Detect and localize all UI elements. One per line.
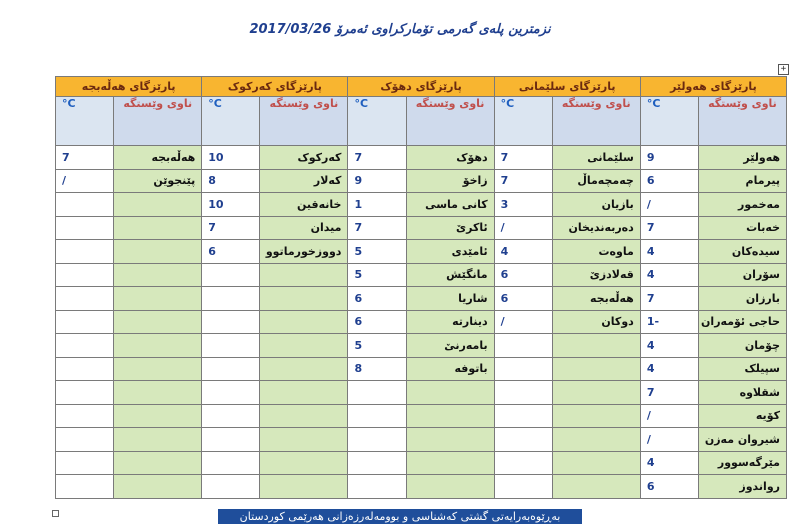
station-name-cell: ماوەت [552,240,640,264]
station-name-header: ناوی وێستگە [114,97,202,146]
station-name-cell [114,451,202,475]
station-name-cell: خانەقین [260,193,348,217]
page-corner-marker [52,510,59,517]
station-name-cell [114,310,202,334]
province-header: پارێزگای کەرکوک [202,77,348,97]
temperature-cell: 6 [348,287,406,311]
table-body [56,146,787,499]
station-name-cell: سپیلک [698,357,786,381]
station-name-cell: هەڵەبجە [552,287,640,311]
table-row [56,451,787,475]
temperature-cell: / [640,428,698,452]
temperature-cell: 6 [640,169,698,193]
station-name-cell [114,475,202,499]
temperature-cell: 8 [348,357,406,381]
station-name-cell [406,428,494,452]
temperature-header: C° [202,97,260,146]
station-name-cell [406,381,494,405]
station-name-cell: ئامێدی [406,240,494,264]
station-name-cell: حاجی ئۆمەران [698,310,786,334]
document-title: نزمترین پلەی گەرمی تۆمارکراوی ئەمرۆ 2017/03/26 [249,22,551,37]
station-name-cell: دووزخورماتوو [260,240,348,264]
temperature-cell [56,310,114,334]
temperature-cell [348,428,406,452]
table-row [56,169,787,193]
province-header: پارێزگای هەولێر [640,77,786,97]
temperature-cell [56,334,114,358]
temperature-cell: 4 [640,334,698,358]
station-name-cell [260,263,348,287]
station-name-cell [260,475,348,499]
station-name-cell [260,334,348,358]
station-name-cell: دهۆک [406,146,494,170]
table-row [56,334,787,358]
station-name-cell: هەڵەبجە [114,146,202,170]
temperature-cell [56,357,114,381]
station-name-cell: میدان [260,216,348,240]
temperature-cell: 5 [348,263,406,287]
temperature-header: C° [494,97,552,146]
footer-credit: بەڕێوەبەرایەتی گشتی کەشناسی و بوومەلەرزەزانی هەرێمی کوردستان [218,509,582,524]
station-name-cell [552,428,640,452]
station-name-cell [260,357,348,381]
station-name-header: ناوی وێستگە [260,97,348,146]
temperature-cell: 7 [494,146,552,170]
station-name-cell [114,263,202,287]
station-name-cell [260,310,348,334]
table-row [56,428,787,452]
temperature-cell [56,451,114,475]
temperature-cell: 4 [640,357,698,381]
station-name-cell [114,287,202,311]
station-name-cell: هەولێر [698,146,786,170]
table-row [56,193,787,217]
station-name-cell: بارزان [698,287,786,311]
temperature-cell [202,263,260,287]
temperature-cell [348,451,406,475]
temperature-cell [56,193,114,217]
temperature-cell [56,240,114,264]
temperature-cell [494,475,552,499]
temperature-cell: 7 [348,146,406,170]
station-name-cell: شاریا [406,287,494,311]
temperature-cell [202,334,260,358]
station-name-header: ناوی وێستگە [698,97,786,146]
station-name-cell: دوکان [552,310,640,334]
temperature-cell: 7 [640,216,698,240]
temperature-header: C° [56,97,114,146]
station-name-cell: رواندوز [698,475,786,499]
temperature-cell [348,475,406,499]
station-name-cell: مانگێش [406,263,494,287]
table-row [56,287,787,311]
station-name-cell: قەلادزێ [552,263,640,287]
temperature-cell [56,428,114,452]
province-header: پارێزگای هەڵەبجە [56,77,202,97]
table-row [56,146,787,170]
temperature-cell: 1 [348,193,406,217]
temperature-cell: 10 [202,193,260,217]
station-name-cell: چۆمان [698,334,786,358]
station-name-cell [260,287,348,311]
table-row [56,310,787,334]
temperature-cell: 4 [640,263,698,287]
temperature-cell [202,404,260,428]
temperature-cell: / [640,193,698,217]
province-header: پارێزگای سلێمانی [494,77,640,97]
temperature-cell [202,475,260,499]
table-row [56,475,787,499]
column-header-row [56,97,787,146]
station-name-cell [406,451,494,475]
station-name-cell [406,475,494,499]
station-name-cell [552,381,640,405]
temperature-cell: 4 [494,240,552,264]
station-name-header: ناوی وێستگە [406,97,494,146]
temperature-cell: / [494,310,552,334]
temperature-cell [56,216,114,240]
temperature-cell: 9 [348,169,406,193]
temperature-cell [494,357,552,381]
station-name-cell: پێنجوێن [114,169,202,193]
temperature-cell [494,334,552,358]
temperature-cell: 6 [640,475,698,499]
temperature-cell: 8 [202,169,260,193]
station-name-cell [114,240,202,264]
station-name-cell [260,451,348,475]
temperature-cell [56,287,114,311]
station-name-cell [260,381,348,405]
station-name-cell [552,475,640,499]
station-name-cell [114,357,202,381]
temperature-cell: 4 [640,240,698,264]
station-name-cell: کەرکوک [260,146,348,170]
station-name-cell: سۆران [698,263,786,287]
temperature-cell: 5 [348,240,406,264]
temperature-table [55,76,787,499]
station-name-cell [114,428,202,452]
temperature-cell: 9 [640,146,698,170]
station-name-cell [552,451,640,475]
temperature-cell: 7 [640,287,698,311]
station-name-cell: بازیان [552,193,640,217]
temperature-cell: 6 [494,263,552,287]
table-row [56,381,787,405]
station-name-cell: چەمچەماڵ [552,169,640,193]
station-name-cell [260,428,348,452]
station-name-cell: شقلاوە [698,381,786,405]
province-header: پارێزگای دهۆک [348,77,494,97]
station-name-cell [114,216,202,240]
station-name-cell: پیرمام [698,169,786,193]
table-row [56,357,787,381]
temperature-cell: 7 [494,169,552,193]
station-name-cell: مەخمور [698,193,786,217]
table-row [56,263,787,287]
temperature-cell [202,451,260,475]
temperature-cell [348,381,406,405]
temperature-cell: 7 [56,146,114,170]
station-name-cell [114,381,202,405]
temperature-header: C° [348,97,406,146]
station-name-cell [552,404,640,428]
temperature-cell: 4 [640,451,698,475]
station-name-cell: سیدەکان [698,240,786,264]
temperature-cell: 7 [640,381,698,405]
table-row [56,216,787,240]
station-name-cell: دینارتە [406,310,494,334]
temperature-cell [202,357,260,381]
station-name-header: ناوی وێستگە [552,97,640,146]
temperature-cell: 6 [494,287,552,311]
temperature-cell [202,287,260,311]
temperature-cell: / [56,169,114,193]
temperature-cell [494,451,552,475]
temperature-cell [494,404,552,428]
station-name-cell: کۆیە [698,404,786,428]
station-name-cell: مێرگەسوور [698,451,786,475]
station-name-cell [114,334,202,358]
temperature-cell: 10 [202,146,260,170]
temperature-cell: 6 [202,240,260,264]
station-name-cell: بامەرنێ [406,334,494,358]
temperature-header: C° [640,97,698,146]
station-name-cell: سلێمانی [552,146,640,170]
station-name-cell: دەربەندیخان [552,216,640,240]
temperature-cell [56,263,114,287]
temperature-cell [56,404,114,428]
station-name-cell: کانی ماسی [406,193,494,217]
temperature-cell [202,381,260,405]
temperature-cell: 5 [348,334,406,358]
station-name-cell: زاخۆ [406,169,494,193]
temperature-cell [56,475,114,499]
station-name-cell [114,404,202,428]
table-move-handle[interactable]: + [778,64,789,75]
temperature-cell: -1 [640,310,698,334]
temperature-cell [56,381,114,405]
temperature-cell: 6 [348,310,406,334]
temperature-cell: 7 [202,216,260,240]
station-name-cell: ئاکرێ [406,216,494,240]
temperature-cell: / [494,216,552,240]
temperature-cell [494,428,552,452]
province-header-row [56,77,787,97]
station-name-cell [552,334,640,358]
station-name-cell [406,404,494,428]
temperature-cell [348,404,406,428]
table-row [56,240,787,264]
temperature-cell [202,428,260,452]
station-name-cell [260,404,348,428]
station-name-cell: شیروان مەزن [698,428,786,452]
station-name-cell [552,357,640,381]
station-name-cell: خەبات [698,216,786,240]
temperature-cell [202,310,260,334]
station-name-cell: کەلار [260,169,348,193]
temperature-cell: 7 [348,216,406,240]
temperature-cell: / [640,404,698,428]
temperature-cell [494,381,552,405]
temperature-cell: 3 [494,193,552,217]
station-name-cell [114,193,202,217]
table-row [56,404,787,428]
station-name-cell: باتوفە [406,357,494,381]
